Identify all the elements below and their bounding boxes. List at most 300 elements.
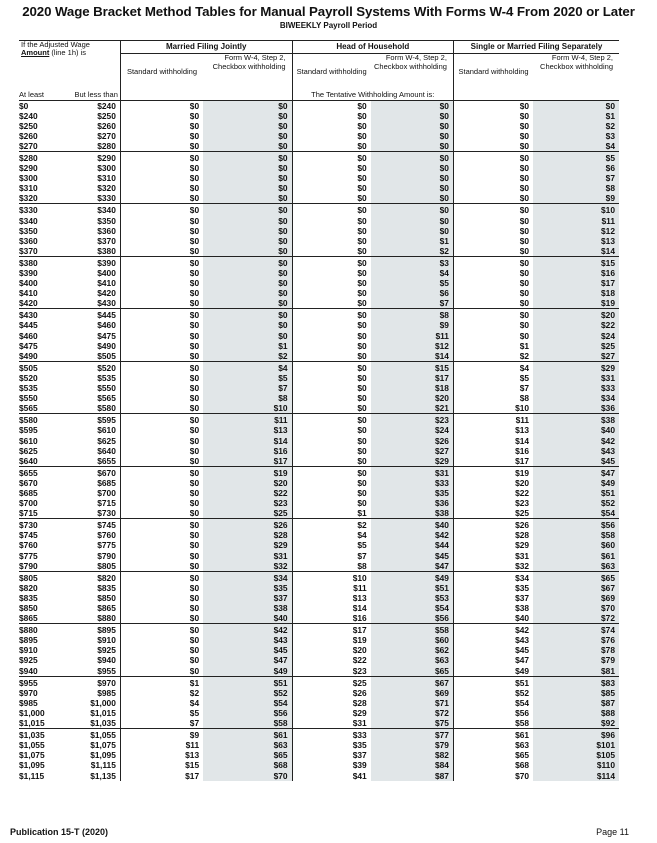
at-least-cell: $350 xyxy=(19,225,38,236)
mfj-step2-cell: $13 xyxy=(203,425,292,435)
hoh-standard-cell: $0 xyxy=(357,245,367,256)
single-standard-cell: $68 xyxy=(515,760,530,771)
mfj-step2-cell: $0 xyxy=(203,100,292,111)
but-less-than-cell: $565 xyxy=(69,393,121,403)
table-row xyxy=(19,383,619,393)
single-step2-cell: $87 xyxy=(533,698,619,708)
at-least-cell: $250 xyxy=(19,120,38,131)
single-step2-cell: $1 xyxy=(533,111,619,121)
mfj-step2-cell: $49 xyxy=(203,666,292,677)
at-least-cell: $625 xyxy=(19,445,38,456)
table-row xyxy=(19,613,619,624)
single-standard-cell: $0 xyxy=(519,183,530,194)
mfj-step2-cell: $23 xyxy=(203,498,292,508)
single-step2-cell: $61 xyxy=(533,551,619,561)
table-row xyxy=(19,278,619,288)
mfj-step2-cell: $11 xyxy=(203,414,292,426)
wage-bracket-table-container xyxy=(19,40,619,781)
mfj-step2-cell: $25 xyxy=(203,508,292,519)
single-step2-cell: $7 xyxy=(533,173,619,183)
but-less-than-cell: $820 xyxy=(69,571,121,583)
hoh-step2-cell: $12 xyxy=(371,341,454,351)
single-standard-cell: $43 xyxy=(515,635,530,646)
table-row xyxy=(19,635,619,645)
at-least-cell: $430 xyxy=(19,309,69,321)
hoh-step2-cell: $2 xyxy=(371,246,454,257)
mfj-standard-cell: $0 xyxy=(189,477,200,488)
single-step2-cell: $52 xyxy=(533,498,619,508)
mfj-step2-cell: $29 xyxy=(203,540,292,550)
table-row xyxy=(19,425,619,435)
but-less-than-cell: $445 xyxy=(69,309,121,321)
mfj-standard-cell: $0 xyxy=(189,635,200,646)
at-least-cell: $655 xyxy=(19,466,69,478)
single-standard-cell: $0 xyxy=(519,215,530,226)
table-row xyxy=(19,216,619,226)
at-least-cell: $700 xyxy=(19,498,38,509)
mfj-step2-cell: $51 xyxy=(203,676,292,688)
hoh-standard-cell: $26 xyxy=(352,687,367,698)
single-step2-header: Form W-4, Step 2, Checkbox withholding xyxy=(540,53,613,71)
at-least-cell: $850 xyxy=(19,603,38,613)
at-least-cell: $240 xyxy=(19,110,38,121)
but-less-than-cell: $580 xyxy=(69,403,121,414)
single-step2-cell: $78 xyxy=(533,645,619,655)
single-step2-cell: $38 xyxy=(533,414,619,426)
but-less-than-cell: $380 xyxy=(69,246,121,257)
single-standard-cell: $31 xyxy=(515,550,530,561)
but-less-than-cell: $1,115 xyxy=(69,760,121,770)
mfj-standard-cell: $0 xyxy=(189,540,200,551)
hoh-standard-cell: $0 xyxy=(357,235,367,246)
mfj-step2-cell: $42 xyxy=(203,624,292,636)
table-row xyxy=(19,163,619,173)
mfj-standard-cell: $0 xyxy=(189,163,200,174)
single-step2-cell: $83 xyxy=(533,676,619,688)
but-less-than-cell: $475 xyxy=(69,331,121,341)
hoh-step2-cell: $40 xyxy=(371,519,454,531)
mfj-step2-cell: $17 xyxy=(203,456,292,467)
hoh-standard-cell: $37 xyxy=(352,750,367,761)
hoh-standard-cell: $0 xyxy=(357,173,367,184)
mfj-standard-cell: $2 xyxy=(189,687,200,698)
mfj-standard-cell: $11 xyxy=(185,740,200,751)
hoh-standard-cell: $22 xyxy=(352,655,367,666)
hoh-step2-cell: $62 xyxy=(371,645,454,655)
single-standard-cell: $29 xyxy=(515,540,530,551)
single-standard-cell: $2 xyxy=(519,350,530,361)
hoh-standard-cell: $35 xyxy=(352,740,367,751)
single-step2-cell: $63 xyxy=(533,561,619,572)
table-row xyxy=(19,246,619,257)
single-step2-cell: $51 xyxy=(533,488,619,498)
hoh-step2-cell: $82 xyxy=(371,750,454,760)
single-standard-cell: $32 xyxy=(515,560,530,571)
at-least-cell: $685 xyxy=(19,487,38,498)
hoh-step2-cell: $17 xyxy=(371,373,454,383)
but-less-than-cell: $805 xyxy=(69,561,121,572)
table-row xyxy=(19,666,619,677)
mfj-standard-cell: $0 xyxy=(189,613,200,624)
single-standard-cell: $51 xyxy=(453,676,533,688)
mfj-step2-cell: $0 xyxy=(203,121,292,131)
hoh-step2-cell: $7 xyxy=(371,298,454,309)
hoh-step2-cell: $35 xyxy=(371,488,454,498)
at-least-cell: $955 xyxy=(19,676,69,688)
mfj-step2-cell: $26 xyxy=(203,519,292,531)
hoh-step2-cell: $45 xyxy=(371,551,454,561)
table-row xyxy=(19,309,619,321)
at-least-cell: $790 xyxy=(19,560,38,571)
single-standard-cell: $0 xyxy=(453,151,533,163)
at-least-cell: $730 xyxy=(19,519,69,531)
single-step2-cell: $60 xyxy=(533,540,619,550)
mfj-standard-cell: $0 xyxy=(189,372,200,383)
hoh-step2-cell: $24 xyxy=(371,425,454,435)
at-least-cell: $745 xyxy=(19,530,38,541)
but-less-than-cell: $490 xyxy=(69,341,121,351)
hoh-standard-cell: $0 xyxy=(357,140,367,151)
single-step2-cell: $8 xyxy=(533,183,619,193)
single-standard-cell: $0 xyxy=(519,288,530,299)
single-standard-cell: $19 xyxy=(453,466,533,478)
hoh-step2-cell: $0 xyxy=(371,216,454,226)
at-least-cell: $280 xyxy=(19,151,69,163)
but-less-than-cell: $360 xyxy=(69,226,121,236)
mfj-step2-cell: $40 xyxy=(203,613,292,624)
single-step2-cell: $36 xyxy=(533,403,619,414)
at-least-cell: $330 xyxy=(19,204,69,216)
hoh-standard-cell: $0 xyxy=(357,268,367,278)
mfj-step2-cell: $47 xyxy=(203,655,292,665)
table-row xyxy=(19,268,619,278)
at-least-cell: $895 xyxy=(19,635,38,646)
single-step2-cell: $6 xyxy=(533,163,619,173)
mfj-standard-cell: $7 xyxy=(189,718,200,729)
mfj-standard-cell: $0 xyxy=(189,340,200,351)
hoh-standard-cell: $31 xyxy=(352,718,367,729)
mfj-step2-cell: $0 xyxy=(203,268,292,278)
single-step2-cell: $3 xyxy=(533,131,619,141)
mfj-step2-cell: $0 xyxy=(203,204,292,216)
but-less-than-cell: $790 xyxy=(69,551,121,561)
at-least-cell: $475 xyxy=(19,340,38,351)
hoh-standard-cell: $33 xyxy=(292,729,371,741)
mfj-step2-cell: $63 xyxy=(203,740,292,750)
hoh-step2-cell: $0 xyxy=(371,163,454,173)
at-least-cell: $360 xyxy=(19,235,38,246)
mfj-standard-cell: $0 xyxy=(189,215,200,226)
table-row xyxy=(19,478,619,488)
mfj-standard-cell: $9 xyxy=(120,729,203,741)
mfj-standard-cell: $0 xyxy=(189,350,200,361)
but-less-than-cell: $320 xyxy=(69,183,121,193)
single-standard-cell: $16 xyxy=(515,445,530,456)
single-step2-cell: $15 xyxy=(533,256,619,268)
single-standard-cell: $35 xyxy=(515,582,530,593)
single-step2-cell: $25 xyxy=(533,341,619,351)
single-standard-cell: $56 xyxy=(515,707,530,718)
hoh-step2-cell: $9 xyxy=(371,320,454,330)
mfj-standard-cell: $0 xyxy=(189,225,200,236)
hoh-standard-cell: $0 xyxy=(357,498,367,509)
hoh-standard-cell: $0 xyxy=(357,163,367,174)
table-row xyxy=(19,393,619,403)
but-less-than-cell: $460 xyxy=(69,320,121,330)
hoh-standard-cell: $0 xyxy=(357,225,367,236)
page-subtitle: BIWEEKLY Payroll Period xyxy=(279,21,378,30)
table-row xyxy=(19,204,619,216)
mfj-standard-cell: $0 xyxy=(120,466,203,478)
table-row xyxy=(19,551,619,561)
table-row xyxy=(19,688,619,698)
but-less-than-cell: $865 xyxy=(69,603,121,613)
mfj-step2-cell: $56 xyxy=(203,708,292,718)
mfj-standard-cell: $0 xyxy=(189,435,200,446)
hoh-step2-cell: $29 xyxy=(371,456,454,467)
at-least-cell: $715 xyxy=(19,508,38,519)
mfj-standard-cell: $0 xyxy=(120,309,203,321)
single-step2-cell: $9 xyxy=(533,193,619,204)
mfj-step2-cell: $0 xyxy=(203,320,292,330)
hoh-step2-cell: $71 xyxy=(371,698,454,708)
single-step2-cell: $11 xyxy=(533,216,619,226)
hoh-step2-cell: $6 xyxy=(371,288,454,298)
table-row xyxy=(19,226,619,236)
single-step2-cell: $14 xyxy=(533,246,619,257)
but-less-than-cell: $370 xyxy=(69,236,121,246)
hoh-step2-cell: $38 xyxy=(371,508,454,519)
hoh-standard-cell: $0 xyxy=(357,110,367,121)
mfj-step2-cell: $0 xyxy=(203,131,292,141)
at-least-cell: $1,055 xyxy=(19,740,45,751)
single-standard-cell: $7 xyxy=(519,383,530,394)
hoh-step2-cell: $72 xyxy=(371,708,454,718)
at-least-cell: $390 xyxy=(19,268,38,278)
table-row xyxy=(19,571,619,583)
single-step2-cell: $70 xyxy=(533,603,619,613)
hoh-standard-cell: $0 xyxy=(357,403,367,414)
mfj-standard-cell: $0 xyxy=(120,414,203,426)
at-least-cell: $1,095 xyxy=(19,760,45,771)
hoh-step2-cell: $87 xyxy=(371,771,454,781)
mfj-standard-cell: $0 xyxy=(189,530,200,541)
hoh-step2-cell: $1 xyxy=(371,236,454,246)
hoh-standard-cell: $0 xyxy=(357,193,367,204)
single-step2-cell: $56 xyxy=(533,519,619,531)
single-step2-cell: $72 xyxy=(533,613,619,624)
mfj-step2-cell: $4 xyxy=(203,361,292,373)
mfj-standard-cell: $0 xyxy=(189,560,200,571)
at-least-cell: $290 xyxy=(19,163,38,174)
page-number: Page 11 xyxy=(596,827,629,837)
mfj-standard-cell: $0 xyxy=(120,256,203,268)
at-least-cell: $1,075 xyxy=(19,750,45,761)
hoh-standard-cell: $0 xyxy=(357,340,367,351)
but-less-than-cell: $390 xyxy=(69,256,121,268)
but-less-than-cell: $520 xyxy=(69,361,121,373)
but-less-than-cell: $505 xyxy=(69,351,121,362)
at-least-cell: $380 xyxy=(19,256,69,268)
table-row xyxy=(19,540,619,550)
mfj-standard-cell: $0 xyxy=(189,130,200,141)
mfj-step2-cell: $32 xyxy=(203,561,292,572)
table-row xyxy=(19,151,619,163)
table-row xyxy=(19,111,619,121)
mfj-standard-cell: $0 xyxy=(120,361,203,373)
hoh-step2-cell: $77 xyxy=(371,729,454,741)
mfj-standard-cell: $0 xyxy=(189,445,200,456)
single-step2-cell: $31 xyxy=(533,373,619,383)
table-row xyxy=(19,488,619,498)
mfj-step2-cell: $20 xyxy=(203,478,292,488)
hoh-standard-cell: $0 xyxy=(292,256,371,268)
but-less-than-cell: $835 xyxy=(69,583,121,593)
single-standard-cell: $49 xyxy=(515,665,530,676)
but-less-than-cell: $700 xyxy=(69,488,121,498)
page-title: 2020 Wage Bracket Method Tables for Manual Payroll Systems With Forms W-4 From 2020 or Later xyxy=(22,4,635,19)
mfj-standard-cell: $0 xyxy=(189,235,200,246)
mfj-standard-cell: $0 xyxy=(189,592,200,603)
single-standard-cell: $23 xyxy=(515,498,530,509)
hoh-standard-cell: $0 xyxy=(357,330,367,341)
at-least-cell: $300 xyxy=(19,173,38,184)
hoh-step2-cell: $0 xyxy=(371,204,454,216)
mfj-standard-cell: $17 xyxy=(185,770,200,781)
but-less-than-cell: $655 xyxy=(69,456,121,467)
hoh-step2-cell: $11 xyxy=(371,331,454,341)
single-step2-cell: $74 xyxy=(533,624,619,636)
hoh-step2-cell: $5 xyxy=(371,278,454,288)
table-row xyxy=(19,740,619,750)
single-step2-cell: $81 xyxy=(533,666,619,677)
at-least-cell: $760 xyxy=(19,540,38,551)
mfj-step2-cell: $7 xyxy=(203,383,292,393)
but-less-than-cell: $290 xyxy=(69,151,121,163)
but-less-than-cell: $1,095 xyxy=(69,750,121,760)
hoh-standard-cell: $4 xyxy=(357,530,367,541)
hoh-standard-cell: $20 xyxy=(352,645,367,656)
hoh-standard-cell: $0 xyxy=(292,309,371,321)
but-less-than-cell: $1,075 xyxy=(69,740,121,750)
hoh-step2-cell: $42 xyxy=(371,530,454,540)
single-standard-cell: $40 xyxy=(515,613,530,624)
at-least-cell: $270 xyxy=(19,140,38,151)
mfj-standard-cell: $0 xyxy=(120,151,203,163)
at-least-cell: $520 xyxy=(19,372,38,383)
single-standard-cell: $0 xyxy=(519,140,530,151)
mfj-standard-cell: $0 xyxy=(189,278,200,289)
table-row xyxy=(19,403,619,414)
but-less-than-cell: $985 xyxy=(69,688,121,698)
at-least-cell: $445 xyxy=(19,320,38,331)
at-least-cell: $775 xyxy=(19,550,38,561)
table-row xyxy=(19,456,619,467)
mfj-standard-cell: $13 xyxy=(185,750,200,761)
hoh-standard-cell: $0 xyxy=(357,425,367,436)
mfj-step2-cell: $0 xyxy=(203,216,292,226)
single-step2-cell: $20 xyxy=(533,309,619,321)
but-less-than-cell: $880 xyxy=(69,613,121,624)
hoh-standard-cell: $0 xyxy=(357,350,367,361)
at-least-cell: $835 xyxy=(19,592,38,603)
hoh-step2-cell: $44 xyxy=(371,540,454,550)
mfj-standard-cell: $0 xyxy=(189,498,200,509)
hoh-standard-cell: $0 xyxy=(357,130,367,141)
but-less-than-cell: $925 xyxy=(69,645,121,655)
mfj-standard-cell: $15 xyxy=(185,760,200,771)
mfj-standard-cell: $0 xyxy=(189,320,200,331)
hoh-standard-cell: $19 xyxy=(352,635,367,646)
hoh-standard-cell: $25 xyxy=(292,676,371,688)
mfj-standard-cell: $0 xyxy=(189,193,200,204)
but-less-than-cell: $1,135 xyxy=(69,771,121,781)
at-least-cell: $1,115 xyxy=(19,770,45,781)
hoh-step2-cell: $0 xyxy=(371,121,454,131)
hoh-step2-cell: $51 xyxy=(371,583,454,593)
mfj-standard-cell: $0 xyxy=(189,655,200,666)
single-step2-cell: $12 xyxy=(533,226,619,236)
at-least-cell: $880 xyxy=(19,624,69,636)
table-row xyxy=(19,436,619,446)
table-row xyxy=(19,351,619,362)
single-standard-cell: $63 xyxy=(515,740,530,751)
single-standard-cell: $0 xyxy=(519,130,530,141)
hoh-standard-cell: $0 xyxy=(292,204,371,216)
table-row xyxy=(19,771,619,781)
single-standard-cell: $0 xyxy=(519,100,530,111)
mfj-step2-cell: $52 xyxy=(203,688,292,698)
single-step2-cell: $49 xyxy=(533,478,619,488)
mfj-step2-cell: $0 xyxy=(203,309,292,321)
mfj-standard-cell: $0 xyxy=(189,140,200,151)
at-least-cell: $610 xyxy=(19,435,38,446)
mfj-standard-cell: $0 xyxy=(189,455,200,466)
mfj-step2-cell: $0 xyxy=(203,288,292,298)
table-row xyxy=(19,729,619,741)
hoh-step2-cell: $3 xyxy=(371,256,454,268)
table-row xyxy=(19,141,619,152)
hoh-step2-cell: $8 xyxy=(371,309,454,321)
mfj-standard-cell: $0 xyxy=(189,603,200,613)
table-row xyxy=(19,193,619,204)
mfj-standard-cell: $0 xyxy=(189,425,200,436)
single-standard-cell: $0 xyxy=(519,278,530,289)
table-row xyxy=(19,708,619,718)
mfj-step2-cell: $0 xyxy=(203,256,292,268)
mfj-step2-cell: $58 xyxy=(203,718,292,729)
single-step2-cell: $45 xyxy=(533,456,619,467)
hoh-standard-cell: $5 xyxy=(357,540,367,551)
table-row xyxy=(19,288,619,298)
but-less-than-cell: $730 xyxy=(69,508,121,519)
single-step2-cell: $79 xyxy=(533,655,619,665)
hoh-standard-cell: $0 xyxy=(357,100,367,111)
single-step2-cell: $105 xyxy=(533,750,619,760)
at-least-cell: $535 xyxy=(19,383,38,394)
single-standard-cell: $0 xyxy=(519,120,530,131)
but-less-than-cell: $430 xyxy=(69,298,121,309)
mfj-standard-cell: $0 xyxy=(189,298,200,309)
single-step2-cell: $47 xyxy=(533,466,619,478)
single-step2-cell: $13 xyxy=(533,236,619,246)
hoh-standard-cell: $0 xyxy=(357,435,367,446)
hoh-step2-cell: $33 xyxy=(371,478,454,488)
at-least-cell: $820 xyxy=(19,582,38,593)
hoh-standard-cell: $0 xyxy=(357,487,367,498)
mfj-step2-cell: $10 xyxy=(203,403,292,414)
mfj-step2-cell: $54 xyxy=(203,698,292,708)
